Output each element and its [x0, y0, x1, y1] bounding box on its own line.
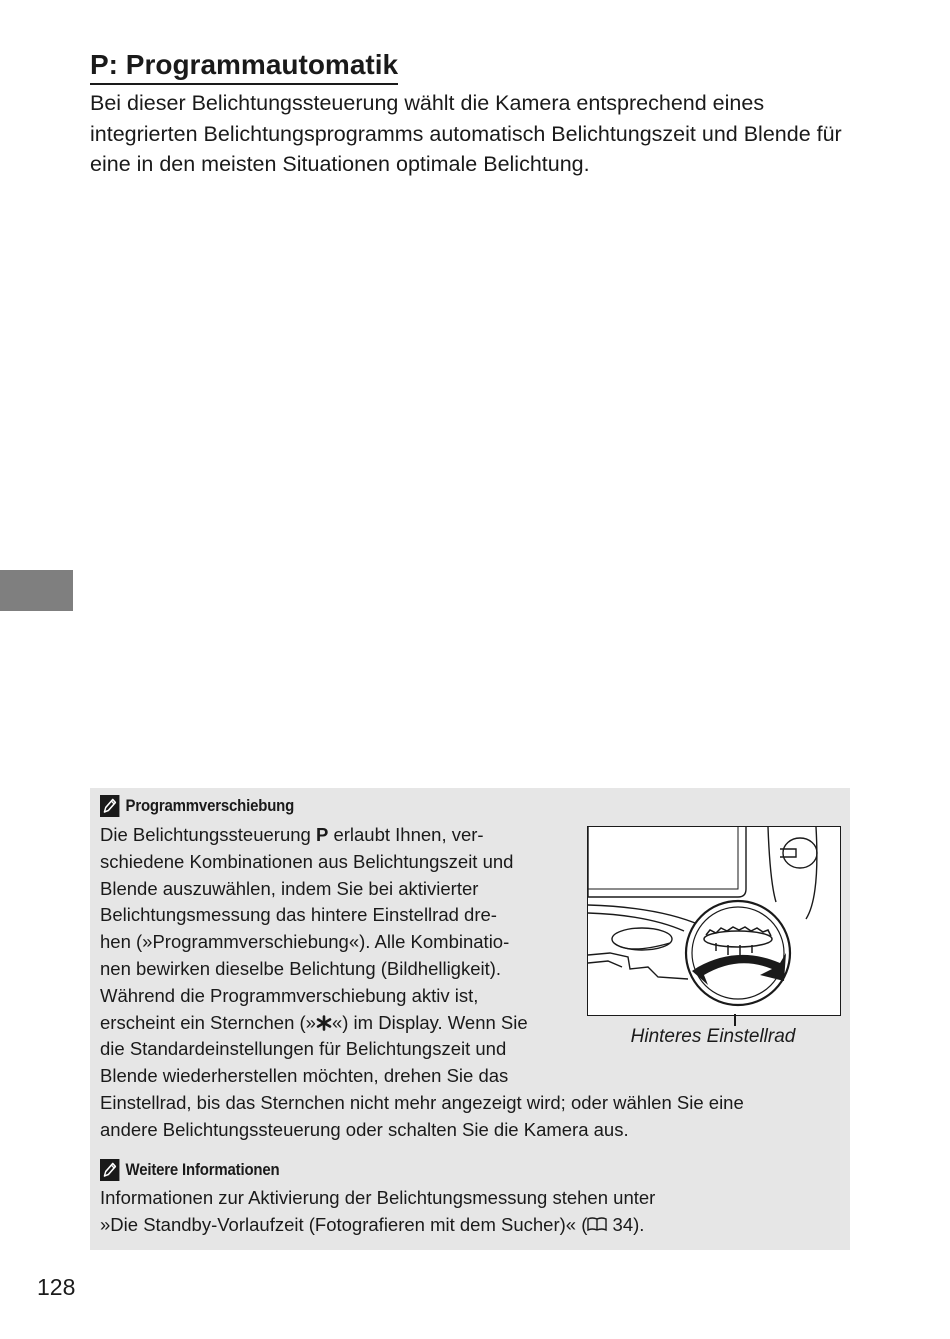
note-body-weitere-informationen: [100, 1185, 655, 1239]
callout-line: [734, 1014, 736, 1026]
pencil-note-icon: [100, 1159, 119, 1181]
note-heading-label: Weitere Informationen: [125, 1160, 280, 1179]
note-line: erscheint ein Sternchen (» «) im Display. Wenn Sie: [100, 1011, 528, 1033]
note-heading-label: Programmverschiebung: [125, 796, 295, 815]
note-line: Belichtungsmessung das hintere Einstellrad dre-: [100, 904, 497, 926]
pencil-note-icon: [100, 795, 119, 817]
notes-box: [90, 788, 850, 1250]
note-line: »Die Standby-Vorlaufzeit (Fotografieren mit dem Sucher)« ( 34).: [100, 1213, 645, 1235]
chapter-tab: [0, 570, 73, 611]
note-line: hen (»Programmverschiebung«). Alle Kombinatio-: [100, 931, 510, 953]
page-title: P: Programmautomatik: [90, 48, 398, 85]
book-reference-icon: [587, 1214, 607, 1235]
note-line: die Standardeinstellungen für Belichtungszeit und: [100, 1038, 507, 1060]
note-line: Die Belichtungssteuerung P erlaubt Ihnen, ver-: [100, 824, 484, 845]
note-line: schiedene Kombinationen aus Belichtungszeit und: [100, 850, 514, 872]
note-line: andere Belichtungssteuerung oder schalten Sie die Kamera aus.: [100, 1118, 629, 1140]
note-line: Einstellrad, bis das Sternchen nicht mehr angezeigt wird; oder wählen Sie eine: [100, 1091, 744, 1113]
note-line: nen bewirken dieselbe Belichtung (Bildhelligkeit).: [100, 957, 502, 979]
note-heading-programmverschiebung: [100, 795, 294, 817]
rear-dial-illustration: [587, 826, 841, 1016]
note-line: Blende auszuwählen, indem Sie bei aktivierter: [100, 877, 479, 899]
note-line: Blende wiederherstellen möchten, drehen Sie das: [100, 1065, 509, 1087]
note-line: Während die Programmverschiebung aktiv ist,: [100, 984, 479, 1006]
note-heading-weitere-informationen: [100, 1159, 279, 1181]
intro-paragraph: Bei dieser Belichtungssteuerung wählt die Kamera entsprechend eines integrierten Belichtungsprogramms automatisch Belichtungszeit und Blende für eine in den meisten Situationen optimale Belichtung.: [90, 91, 842, 176]
mode-p-glyph: P: [315, 824, 329, 845]
page-number: 128: [37, 1274, 76, 1300]
flexible-program-asterisk-icon: [316, 1012, 332, 1033]
figure-caption: Hinteres Einstellrad: [630, 1026, 796, 1047]
note-line: Informationen zur Aktivierung der Belichtungsmessung stehen unter: [100, 1187, 656, 1208]
